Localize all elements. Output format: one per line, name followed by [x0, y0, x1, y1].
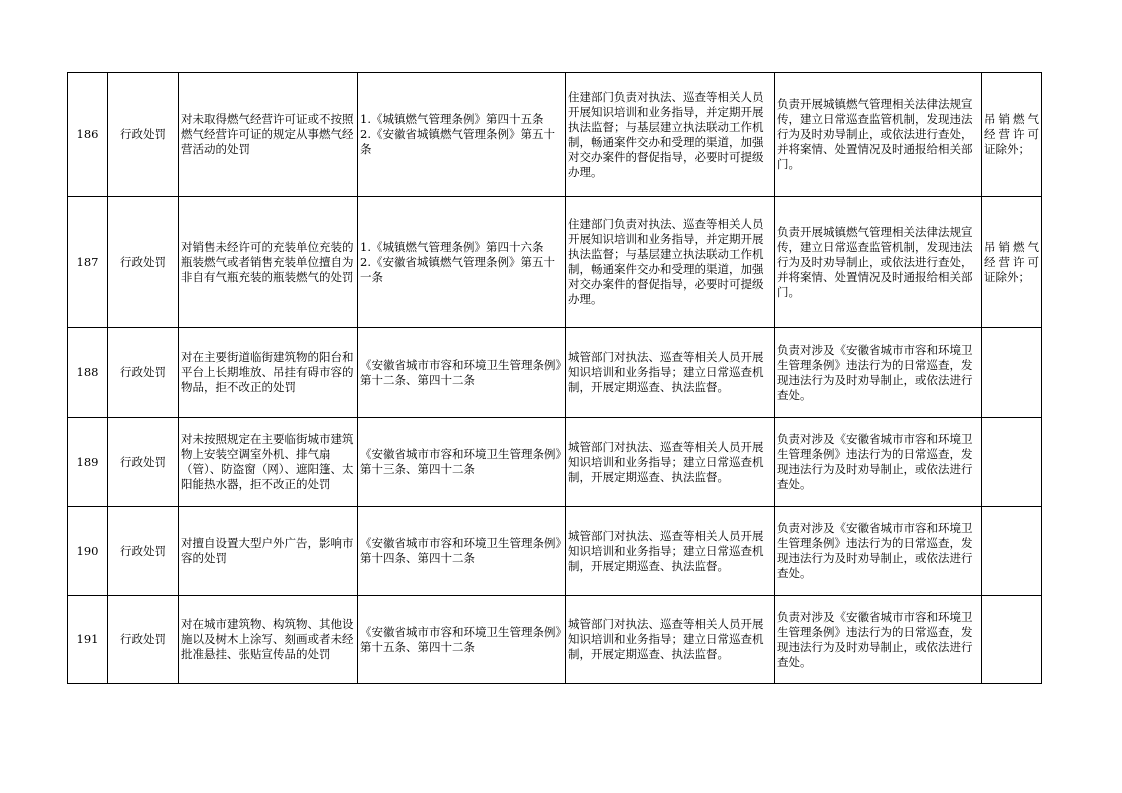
department-duty: 住建部门负责对执法、巡查等相关人员开展知识培训和业务指导，并定期开展执法监督；与基层建立执法联动工作机制，畅通案件交办和受理的渠道，加强对交办案件的督促指导，必要时可提级办理。 — [566, 73, 775, 197]
township-duty: 负责对涉及《安徽省城市市容和环境卫生管理条例》违法行为的日常巡查，发现违法行为及时劝导制止，或依法进行查处。 — [775, 596, 982, 684]
township-duty: 负责对涉及《安徽省城市市容和环境卫生管理条例》违法行为的日常巡查，发现违法行为及时劝导制止，或依法进行查处。 — [775, 507, 982, 596]
row-number: 186 — [68, 73, 108, 197]
table-row — [68, 418, 1042, 507]
township-duty: 负责开展城镇燃气管理相关法律法规宣传，建立日常巡查监管机制，发现违法行为及时劝导制止，或依法进行查处，并将案情、处置情况及时通报给相关部门。 — [775, 197, 982, 328]
remark — [982, 418, 1042, 507]
power-item: 对在城市建筑物、构筑物、其他设施以及树木上涂写、刻画或者未经批准悬挂、张贴宣传品的处罚 — [179, 596, 358, 684]
power-type: 行政处罚 — [108, 197, 179, 328]
legal-basis: 《安徽省城市市容和环境卫生管理条例》第十五条、第四十二条 — [358, 596, 566, 684]
department-duty: 城管部门对执法、巡查等相关人员开展知识培训和业务指导；建立日常巡查机制，开展定期巡查、执法监督。 — [566, 418, 775, 507]
remark: 吊销燃气经营许可证除外； — [982, 73, 1042, 197]
department-duty: 城管部门对执法、巡查等相关人员开展知识培训和业务指导；建立日常巡查机制，开展定期巡查、执法监督。 — [566, 596, 775, 684]
township-duty: 负责开展城镇燃气管理相关法律法规宣传，建立日常巡查监管机制，发现违法行为及时劝导制止，或依法进行查处，并将案情、处置情况及时通报给相关部门。 — [775, 73, 982, 197]
power-item: 对销售未经许可的充装单位充装的瓶装燃气或者销售充装单位擅自为非自有气瓶充装的瓶装燃气的处罚 — [179, 197, 358, 328]
township-duty: 负责对涉及《安徽省城市市容和环境卫生管理条例》违法行为的日常巡查，发现违法行为及时劝导制止，或依法进行查处。 — [775, 328, 982, 418]
township-duty: 负责对涉及《安徽省城市市容和环境卫生管理条例》违法行为的日常巡查，发现违法行为及时劝导制止，或依法进行查处。 — [775, 418, 982, 507]
power-list-table — [67, 72, 1042, 684]
power-item: 对未取得燃气经营许可证或不按照燃气经营许可证的规定从事燃气经营活动的处罚 — [179, 73, 358, 197]
legal-basis: 《安徽省城市市容和环境卫生管理条例》第十二条、第四十二条 — [358, 328, 566, 418]
table-row — [68, 596, 1042, 684]
row-number: 189 — [68, 418, 108, 507]
power-type: 行政处罚 — [108, 596, 179, 684]
remark — [982, 328, 1042, 418]
legal-basis: 1.《城镇燃气管理条例》第四十六条 2.《安徽省城镇燃气管理条例》第五十一条 — [358, 197, 566, 328]
power-item: 对未按照规定在主要临街城市建筑物上安装空调室外机、排气扇（管）、防盗窗（网）、遮阳篷、太阳能热水器，拒不改正的处罚 — [179, 418, 358, 507]
remark — [982, 596, 1042, 684]
department-duty: 住建部门负责对执法、巡查等相关人员开展知识培训和业务指导，并定期开展执法监督；与基层建立执法联动工作机制，畅通案件交办和受理的渠道，加强对交办案件的督促指导，必要时可提级办理。 — [566, 197, 775, 328]
legal-basis: 《安徽省城市市容和环境卫生管理条例》第十三条、第四十二条 — [358, 418, 566, 507]
table-row — [68, 73, 1042, 197]
department-duty: 城管部门对执法、巡查等相关人员开展知识培训和业务指导；建立日常巡查机制，开展定期巡查、执法监督。 — [566, 507, 775, 596]
power-type: 行政处罚 — [108, 73, 179, 197]
row-number: 187 — [68, 197, 108, 328]
row-number: 190 — [68, 507, 108, 596]
legal-basis: 《安徽省城市市容和环境卫生管理条例》第十四条、第四十二条 — [358, 507, 566, 596]
row-number: 191 — [68, 596, 108, 684]
remark — [982, 507, 1042, 596]
table-row — [68, 507, 1042, 596]
legal-basis: 1.《城镇燃气管理条例》第四十五条 2.《安徽省城镇燃气管理条例》第五十条 — [358, 73, 566, 197]
power-type: 行政处罚 — [108, 418, 179, 507]
power-type: 行政处罚 — [108, 328, 179, 418]
row-number: 188 — [68, 328, 108, 418]
power-type: 行政处罚 — [108, 507, 179, 596]
department-duty: 城管部门对执法、巡查等相关人员开展知识培训和业务指导；建立日常巡查机制，开展定期巡查、执法监督。 — [566, 328, 775, 418]
remark: 吊销燃气经营许可证除外； — [982, 197, 1042, 328]
power-item: 对在主要街道临街建筑物的阳台和平台上长期堆放、吊挂有碍市容的物品，拒不改正的处罚 — [179, 328, 358, 418]
power-item: 对擅自设置大型户外广告，影响市容的处罚 — [179, 507, 358, 596]
table-row — [68, 197, 1042, 328]
table-row — [68, 328, 1042, 418]
